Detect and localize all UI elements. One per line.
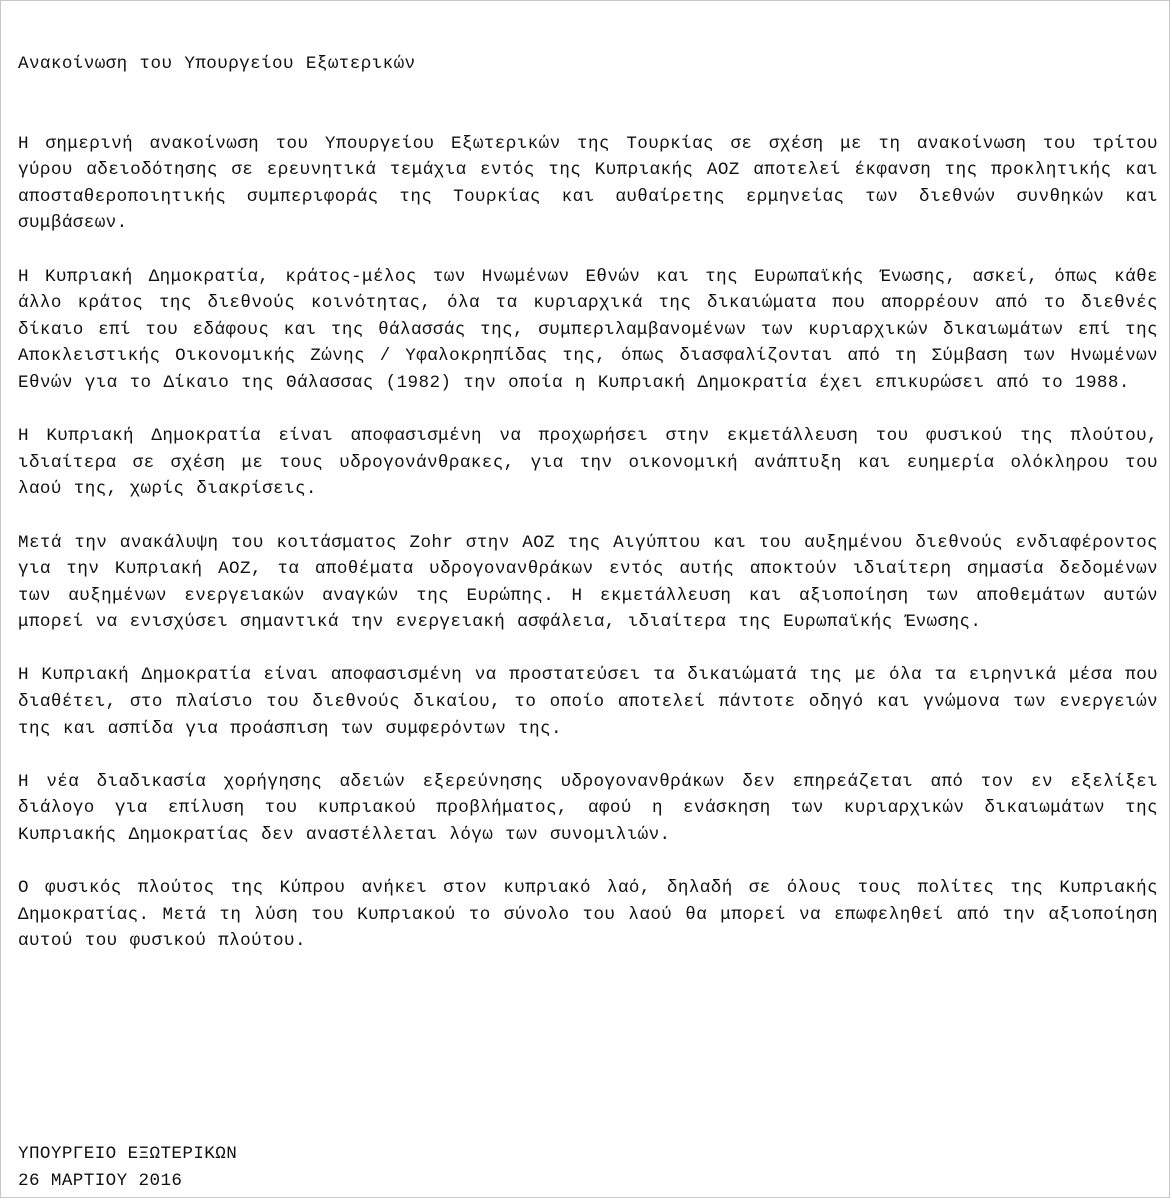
signature-date: 26 ΜΑΡΤΙΟΥ 2016 (18, 1170, 183, 1191)
paragraph-zohr-discovery: Μετά την ανακάλυψη του κοιτάσματος Zohr στην ΑΟΖ της Αιγύπτου και του αυξημένου διεθνούς ενδιαφέροντος για την Κυπριακή ΑΟΖ, τα αποθέματα υδρογονανθράκων εντός αυτής αποκτούν ιδιαίτερη σημασία δεδομένων των αυξημένων ενεργειακών αναγκών της Ευρώπης. Η εκμετάλλευση και αξιοποίηση των αποθεμάτων αυτών μπορεί να ενισχύσει σημαντικά την ενεργειακή ασφάλεια, ιδιαίτερα της Ευρωπαϊκής Ένωσης. (18, 532, 1158, 633)
announcement-title: Ανακοίνωση του Υπουργείου Εξωτερικών (18, 54, 416, 74)
signature-ministry: ΥΠΟΥΡΓΕΙΟ ΕΞΩΤΕΡΙΚΩΝ (18, 1144, 238, 1164)
paragraph-cyprus-people: Ο φυσικός πλούτος της Κύπρου ανήκει στον κυπριακό λαό, δηλαδή σε όλους τους πολίτες της Κυπριακής Δημοκρατίας. Μετά τη λύση του Κυπριακού το σύνολο του λαού θα μπορεί να επωφεληθεί από την αξιοποίηση αυτού του φυσικού πλούτου. (18, 878, 1158, 952)
paragraph-protect-rights: Η Κυπριακή Δημοκρατία είναι αποφασισμένη να προστατεύσει τα δικαιώματά της με όλα τα ειρηνικά μέσα που διαθέτει, στο πλαίσιο του διεθνούς δικαίου, το οποίο αποτελεί πάντοτε οδηγό και γνώμονα των ενεργειών της και ασπίδα για προάσπιση των συμφερόντων της. (18, 665, 1158, 739)
paragraph-natural-wealth-exploitation: Η Κυπριακή Δημοκρατία είναι αποφασισμένη να προχωρήσει στην εκμετάλλευση του φυσικού της πλούτου, ιδιαίτερα σε σχέση με τους υδρογονάνθρακες, για την οικονομική ανάπτυξη και ευημερία ολόκληρου του λαού της, χωρίς διακρίσεις. (18, 426, 1158, 500)
signature-block (18, 1141, 237, 1194)
paragraph-turkey-statement: Η σημερινή ανακοίνωση του Υπουργείου Εξωτερικών της Τουρκίας σε σχέση με τη ανακοίνωση του τρίτου γύρου αδειοδότησης σε ερευνητικά τεμάχια εντός της Κυπριακής ΑΟΖ αποτελεί έκφανση της προκλητικής και αποσταθεροποιητικής συμπεριφοράς της Τουρκίας και αυθαίρετης ερμηνείας των διεθνών συνθηκών και συμβάσεων. (18, 133, 1158, 234)
paragraph-licensing-process: Η νέα διαδικασία χορήγησης αδειών εξερεύνησης υδρογονανθράκων δεν επηρεάζεται από τον εν εξελίξει διάλογο για επίλυση του κυπριακού προβλήματος, αφού η ενάσκηση των κυριαρχικών δικαιωμάτων της Κυπριακής Δημοκρατίας δεν αναστέλλεται λόγω των συνομιλιών. (18, 771, 1158, 846)
paragraph-sovereign-rights: Η Κυπριακή Δημοκρατία, κράτος-μέλος των Ηνωμένων Εθνών και της Ευρωπαϊκής Ένωσης, ασκεί, όπως κάθε άλλο κράτος της διεθνούς κοινότητας, όλα τα κυριαρχικά της δικαιώματα που απορρέουν από το διεθνές δίκαιο επί του εδάφους και της θάλασσάς της, συμπεριλαμβανομένων των κυριαρχικών δικαιωμάτων επί της Αποκλειστικής Οικονομικής Ζώνης / Υφαλοκρηπίδας της, όπως διασφαλίζονται από τη Σύμβαση των Ηνωμένων Εθνών για το Δίκαιο της Θάλασσας (1982) την οποία η Κυπριακή Δημοκρατία έχει επικυρώσει από το 1988. (18, 266, 1158, 393)
announcement-body (18, 51, 1158, 982)
